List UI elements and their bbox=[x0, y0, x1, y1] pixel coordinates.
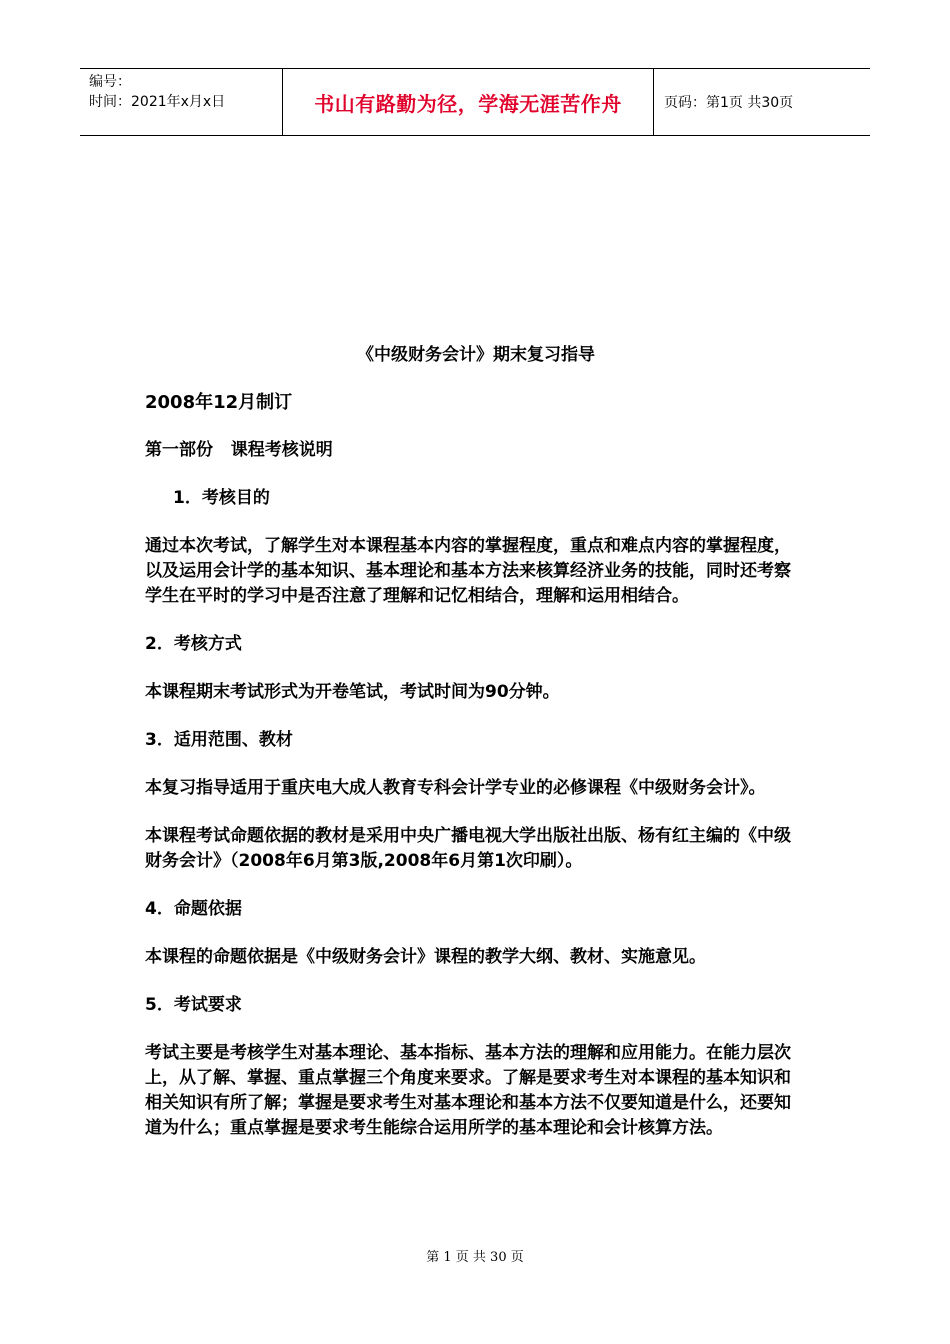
section-4-body: 本课程的命题依据是《中级财务会计》课程的教学大纲、教材、实施意见。 bbox=[145, 947, 706, 967]
section-5-title: 5．考试要求 bbox=[145, 995, 242, 1015]
page-header bbox=[80, 68, 870, 136]
section-2-body: 本课程期末考试形式为开卷笔试，考试时间为90分钟。 bbox=[145, 682, 560, 702]
header-motto: 书山有路勤为径，学海无涯苦作舟 bbox=[282, 69, 654, 135]
time-label: 时间：2021年x月x日 bbox=[89, 94, 226, 110]
section-5-body: 考试主要是考核学生对基本理论、基本指标、基本方法的理解和应用能力。在能力层次上，从了解、掌握、重点掌握三个角度来要求。了解是要求考生对本课程的基本知识和相关知识有所了解；掌握是要求考生对基本理论和基本方法不仅要知道是什么，还要知道为什么；重点掌握是要求考生能综合运用所学的基本理论和会计核算方法。 bbox=[145, 1043, 791, 1138]
section-1-body: 通过本次考试，了解学生对本课程基本内容的掌握程度，重点和难点内容的掌握程度，以及运用会计学的基本知识、基本理论和基本方法来核算经济业务的技能，同时还考察学生在平时的学习中是否注意了理解和记忆相结合，理解和运用相结合。 bbox=[145, 536, 791, 606]
section-1-title: 1．考核目的 bbox=[173, 488, 270, 508]
section-3-title: 3．适用范围、教材 bbox=[145, 730, 293, 750]
header-page-label: 页码：第1页 共30页 bbox=[664, 95, 794, 111]
number-label: 编号： bbox=[89, 74, 131, 90]
section-4-title: 4．命题依据 bbox=[145, 899, 242, 919]
document-body bbox=[145, 343, 807, 1164]
document-title: 《中级财务会计》期末复习指导 bbox=[357, 345, 595, 365]
document-date: 2008年12月制订 bbox=[145, 392, 293, 413]
section-2-title: 2．考核方式 bbox=[145, 634, 242, 654]
header-meta bbox=[80, 69, 282, 135]
page-footer: 第 1 页 共 30 页 bbox=[426, 1250, 524, 1265]
section-3-body-2: 本课程考试命题依据的教材是采用中央广播电视大学出版社出版、杨有红主编的《中级财务会计》（2008年6月第3版,2008年6月第1次印刷）。 bbox=[145, 826, 791, 871]
section-3-body-1: 本复习指导适用于重庆电大成人教育专科会计学专业的必修课程《中级财务会计》。 bbox=[145, 778, 766, 798]
part-heading: 第一部份 课程考核说明 bbox=[145, 440, 333, 460]
